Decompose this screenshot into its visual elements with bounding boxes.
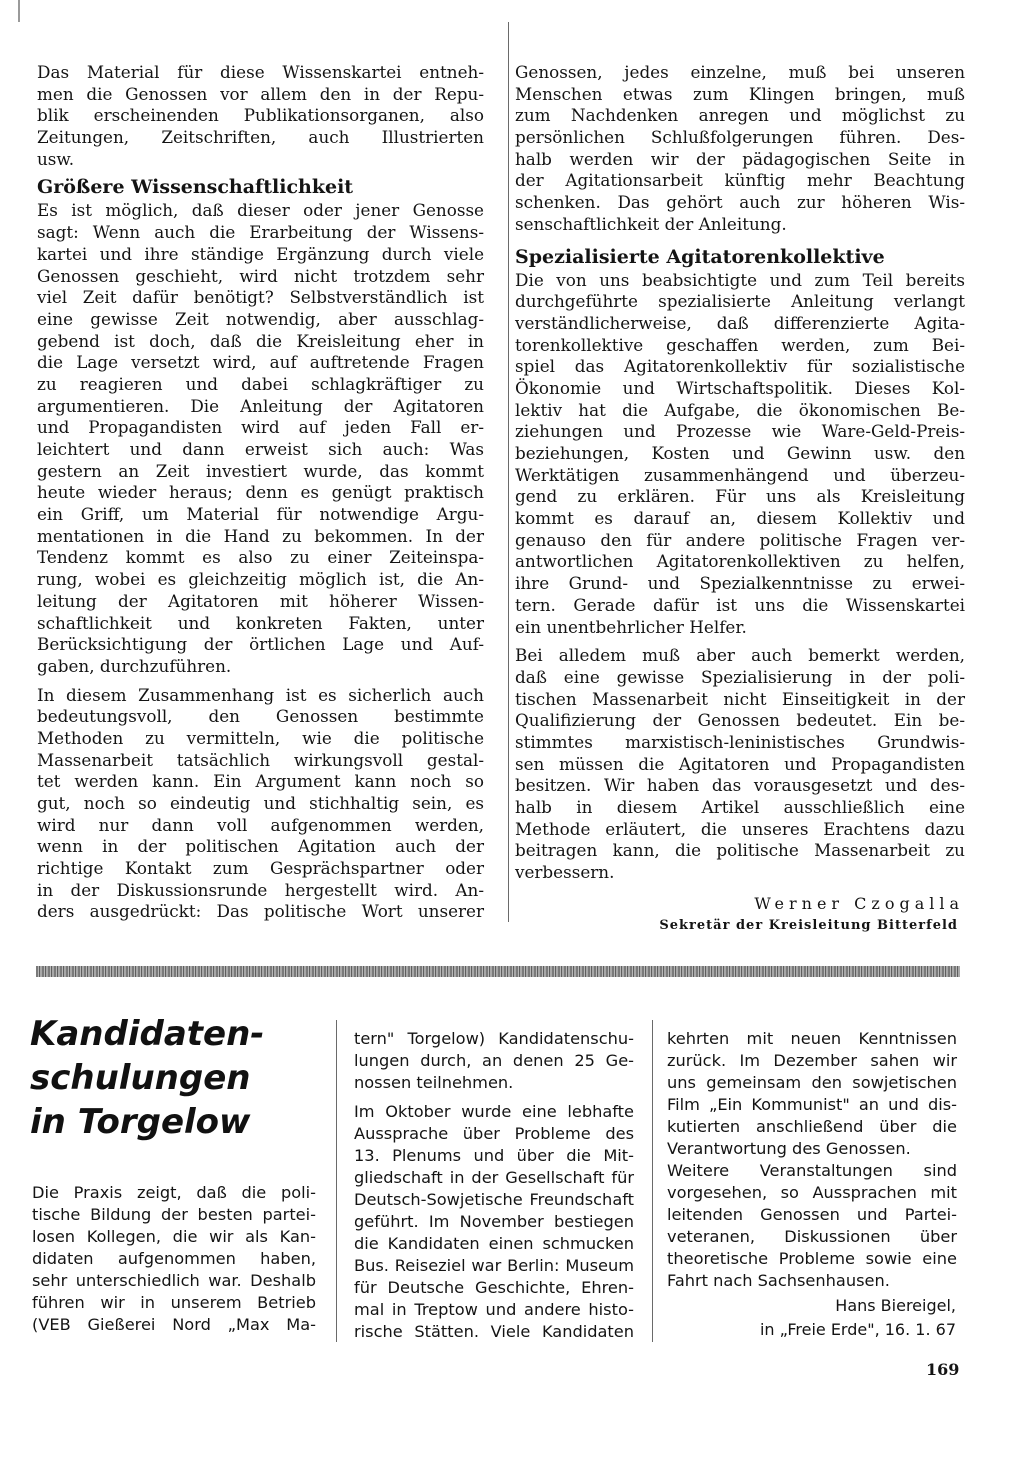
text-line: rung, wobei es gleichzeitig möglich ist, die An- xyxy=(37,569,484,590)
column-divider xyxy=(508,22,509,922)
text-line: zum Nachdenken anregen und möglichst zu xyxy=(515,105,965,126)
text-line: ders ausgedrückt: Das politische Wort unserer xyxy=(37,901,484,922)
text-line: geführt. Im November bestiegen xyxy=(354,1212,634,1231)
text-line: Zeitungen, Zeitschriften, auch Illustrierten xyxy=(37,127,484,148)
text-line: Fahrt nach Sachsenhausen. xyxy=(667,1271,890,1290)
text-line: wird nur dann voll aufgenommen werden, xyxy=(37,814,484,835)
text-line: der Agitationsarbeit künftig mehr Beachtung xyxy=(515,170,965,191)
text-line: richtige Kontakt zum Gesprächspartner oder xyxy=(37,858,484,879)
page-edge-mark xyxy=(18,0,20,22)
page-number: 169 xyxy=(926,1360,960,1379)
text-line: heute wieder heraus; denn es genügt praktisch xyxy=(37,482,484,503)
heading-spezialisierte-agitatorenkollektive: Spezialisierte Agitatorenkollektive xyxy=(515,245,885,268)
text-line: ein Griff, um Material für notwendige Argu- xyxy=(37,504,484,525)
text-line: Qualifizierung der Genossen bedeutet. Ein be- xyxy=(515,710,965,731)
text-line: Aussprache über Probleme des xyxy=(354,1124,634,1143)
text-line: beziehungen, Kosten und Gewinn usw. den xyxy=(515,443,965,463)
text-line: blik erscheinenden Publikationsorganen, also xyxy=(37,105,484,126)
text-line: tische Bildung der besten partei- xyxy=(32,1205,316,1224)
text-line: 13. Plenums und über die Mit- xyxy=(354,1146,634,1165)
article2-column-1 xyxy=(32,1182,316,1336)
text-line: Film „Ein Kommunist" an und dis- xyxy=(667,1095,957,1114)
text-line: zurück. Im Dezember sahen wir xyxy=(667,1051,957,1070)
text-line: ziehungen und Prozesse wie Ware-Geld-Preis- xyxy=(515,421,965,442)
article2-paragraph-5 xyxy=(667,1160,957,1292)
text-line: theoretische Probleme sowie eine xyxy=(667,1249,957,1268)
text-line: argumentieren. Die Anleitung der Agitatoren xyxy=(37,395,484,416)
text-line: halb werden wir der pädagogischen Seite in xyxy=(515,148,965,169)
text-line: mentationen in die Hand zu bekommen. In der xyxy=(37,525,484,546)
text-line: Werktätigen zusammenhängend und überzeu- xyxy=(515,464,965,485)
text-line: gebend ist doch, daß die Kreisleitung eher in xyxy=(37,330,484,351)
article1-paragraph-4 xyxy=(515,62,965,236)
text-line: bedeutungsvoll, den Genossen bestimmte xyxy=(37,706,484,727)
article1-paragraph-3 xyxy=(37,685,484,924)
text-line: uns gemeinsam den sowjetischen xyxy=(667,1073,957,1092)
text-line: (VEB Gießerei Nord „Max Ma- xyxy=(32,1315,316,1334)
article1-paragraph-6 xyxy=(515,645,965,884)
text-line: Im Oktober wurde eine lebhafte xyxy=(354,1102,634,1121)
text-line: leitenden Genossen und Partei- xyxy=(667,1205,957,1224)
text-line: didaten aufgenommen haben, xyxy=(32,1249,316,1268)
text-line: tet werden kann. Ein Argument kann noch so xyxy=(37,771,484,792)
headline-line-3: in Torgelow xyxy=(30,1102,251,1142)
text-line: Deutsch-Sowjetische Freundschaft xyxy=(354,1190,634,1209)
article1-column-left xyxy=(37,62,484,923)
text-line: antwortlichen Agitatorenkollektiven zu helfen, xyxy=(515,551,965,572)
headline-line-1: Kandidaten- xyxy=(30,1014,265,1054)
text-line: spiel das Agitatorenkollektiv für sozialistische xyxy=(515,356,965,377)
text-line: zu reagieren und dabei schlagkräftiger zu xyxy=(37,373,484,394)
text-line: Das Material für diese Wissenskartei entneh- xyxy=(37,62,484,82)
text-line: Tendenz kommt es also zu einer Zeiteinspa- xyxy=(37,547,484,568)
text-line: eine gewisse Zeit notwendig, aber ausschlag- xyxy=(37,308,484,329)
author-name: Werner Czogalla xyxy=(754,894,964,913)
text-line: senschaftlichkeit der Anleitung. xyxy=(515,213,787,234)
text-line: gut, noch so eindeutig und stichhaltig sein, es xyxy=(37,793,484,813)
article2-paragraph-2 xyxy=(354,1028,634,1094)
text-line: rische Stätten. Viele Kandidaten xyxy=(354,1322,634,1341)
text-line: mal in Treptow und andere histo- xyxy=(354,1300,634,1319)
article1-column-right xyxy=(515,62,965,884)
text-line: Massenarbeit tatsächlich wirkungsvoll gestal- xyxy=(37,749,484,770)
text-line: men die Genossen vor allem den in der Repu- xyxy=(37,83,484,104)
text-line: gliedschaft in der Gesellschaft für xyxy=(354,1168,634,1187)
article1-paragraph-2 xyxy=(37,200,484,677)
text-line: kommt es darauf an, diesem Kollektiv und xyxy=(515,508,965,529)
article2-author: Hans Biereigel, xyxy=(835,1296,956,1315)
text-line: gend zu erklären. Für uns als Kreisleitung xyxy=(515,486,965,507)
text-line: daß eine gewisse Spezialisierung in der poli- xyxy=(515,666,965,687)
text-line: Es ist möglich, daß dieser oder jener Genosse xyxy=(37,200,484,221)
text-line: genauso den für andere politische Fragen ver- xyxy=(515,529,965,550)
article2-headline xyxy=(30,1012,264,1144)
text-line: leitung der Agitatoren mit höherer Wissen- xyxy=(37,590,484,611)
text-line: beitragen kann, die politische Massenarbeit zu xyxy=(515,840,965,861)
text-line: usw. xyxy=(37,148,75,169)
text-line: verständlicherweise, daß differenzierte Agita- xyxy=(515,312,965,333)
text-line: Verantwortung des Genossen. xyxy=(667,1139,911,1158)
author-title: Sekretär der Kreisleitung Bitterfeld xyxy=(659,918,958,933)
text-line: die Kandidaten einen schmucken xyxy=(354,1234,634,1253)
text-line: in der Diskussionsrunde hergestellt wird. An- xyxy=(37,879,484,900)
text-line: In diesem Zusammenhang ist es sicherlich auch xyxy=(37,684,484,705)
text-line: ihre Grund- und Spezialkenntnisse zu erwei- xyxy=(515,573,965,594)
text-line: verbessern. xyxy=(515,862,615,883)
text-line: schaftlichkeit und konkreten Fakten, unter xyxy=(37,612,484,633)
article2-paragraph-1 xyxy=(32,1182,316,1336)
halftone-divider-band xyxy=(36,966,960,977)
text-line: für Deutsche Geschichte, Ehren- xyxy=(354,1278,634,1297)
text-line: ein unentbehrlicher Helfer. xyxy=(515,616,747,637)
headline-line-2: schulungen xyxy=(30,1058,251,1098)
column-divider-bottom-1 xyxy=(336,1020,337,1342)
article1-intro xyxy=(37,62,484,170)
text-line: leichtert und dann erweist sich auch: Was xyxy=(37,439,484,459)
text-line: gestern an Zeit investiert wurde, das kommt xyxy=(37,460,484,481)
text-line: nossen teilnehmen. xyxy=(354,1073,514,1092)
text-line: tern" Torgelow) Kandidatenschu- xyxy=(354,1029,634,1048)
text-line: kartei und ihre ständige Ergänzung durch viele xyxy=(37,243,484,264)
article2-column-3 xyxy=(667,1028,957,1292)
text-line: sehr unterschiedlich war. Deshalb xyxy=(32,1271,316,1290)
text-line: gaben, durchzuführen. xyxy=(37,655,232,676)
text-line: Bei alledem muß aber auch bemerkt werden, xyxy=(515,645,965,666)
column-divider-bottom-2 xyxy=(652,1020,653,1342)
text-line: sagt: Wenn auch die Erarbeitung der Wissens- xyxy=(37,222,484,243)
text-line: schenken. Das gehört auch zur höheren Wis- xyxy=(515,192,965,213)
text-line: lektiv hat die Aufgabe, die ökonomischen Be- xyxy=(515,399,965,420)
text-line: persönlichen Schlußfolgerungen führen. Des- xyxy=(515,127,965,148)
text-line: lungen durch, an denen 25 Ge- xyxy=(354,1051,634,1070)
text-line: viel Zeit dafür benötigt? Selbstverständlich ist xyxy=(37,287,484,308)
text-line: stimmtes marxistisch-leninistisches Grundwis- xyxy=(515,731,965,752)
text-line: wenn in der politischen Agitation auch der xyxy=(37,836,484,857)
text-line: Methode erläutert, die unseres Erachtens dazu xyxy=(515,818,965,839)
text-line: Genossen, jedes einzelne, muß bei unseren xyxy=(515,62,965,82)
text-line: führen wir in unserem Betrieb xyxy=(32,1293,316,1312)
text-line: sen müssen die Agitatoren und Propagandisten xyxy=(515,753,965,774)
text-line: Bus. Reiseziel war Berlin: Museum xyxy=(354,1256,634,1275)
text-line: torenkollektive geschaffen werden, zum Bei- xyxy=(515,334,965,355)
text-line: Menschen etwas zum Klingen bringen, muß xyxy=(515,83,965,104)
article2-paragraph-3 xyxy=(354,1101,634,1343)
text-line: losen Kollegen, die wir als Kan- xyxy=(32,1227,316,1246)
text-line: durchgeführte spezialisierte Anleitung verlangt xyxy=(515,291,965,312)
text-line: Ökonomie und Wirtschaftspolitik. Dieses Kol- xyxy=(515,377,965,398)
text-line: vorgesehen, so Aussprachen mit xyxy=(667,1183,957,1202)
text-line: besitzen. Wir haben das vorausgesetzt und des- xyxy=(515,775,965,796)
text-line: kehrten mit neuen Kenntnissen xyxy=(667,1029,957,1048)
text-line: Die Praxis zeigt, daß die poli- xyxy=(32,1183,316,1202)
text-line: und Propagandisten wird auf jeden Fall er- xyxy=(37,417,484,438)
text-line: Weitere Veranstaltungen sind xyxy=(667,1161,957,1180)
text-line: die Lage versetzt wird, auf auftretende Fragen xyxy=(37,352,484,373)
text-line: Die von uns beabsichtigte und zum Teil bereits xyxy=(515,269,965,290)
article2-paragraph-4 xyxy=(667,1028,957,1160)
text-line: Genossen geschieht, wird nicht trotzdem sehr xyxy=(37,265,484,286)
text-line: veteranen, Diskussionen über xyxy=(667,1227,957,1246)
text-line: tern. Gerade dafür ist uns die Wissenskartei xyxy=(515,594,965,615)
text-line: Methoden zu vermitteln, wie die politische xyxy=(37,727,484,748)
article1-paragraph-5 xyxy=(515,270,965,639)
text-line: kutierten anschließend über die xyxy=(667,1117,957,1136)
text-line: halb in diesem Artikel ausschließlich eine xyxy=(515,797,965,817)
text-line: Berücksichtigung der örtlichen Lage und Auf- xyxy=(37,634,484,655)
article2-column-2 xyxy=(354,1028,634,1343)
article2-source: in „Freie Erde", 16. 1. 67 xyxy=(759,1320,956,1339)
text-line: tischen Massenarbeit nicht Einseitigkeit in der xyxy=(515,688,965,709)
heading-groessere-wissenschaftlichkeit: Größere Wissenschaftlichkeit xyxy=(37,176,354,199)
